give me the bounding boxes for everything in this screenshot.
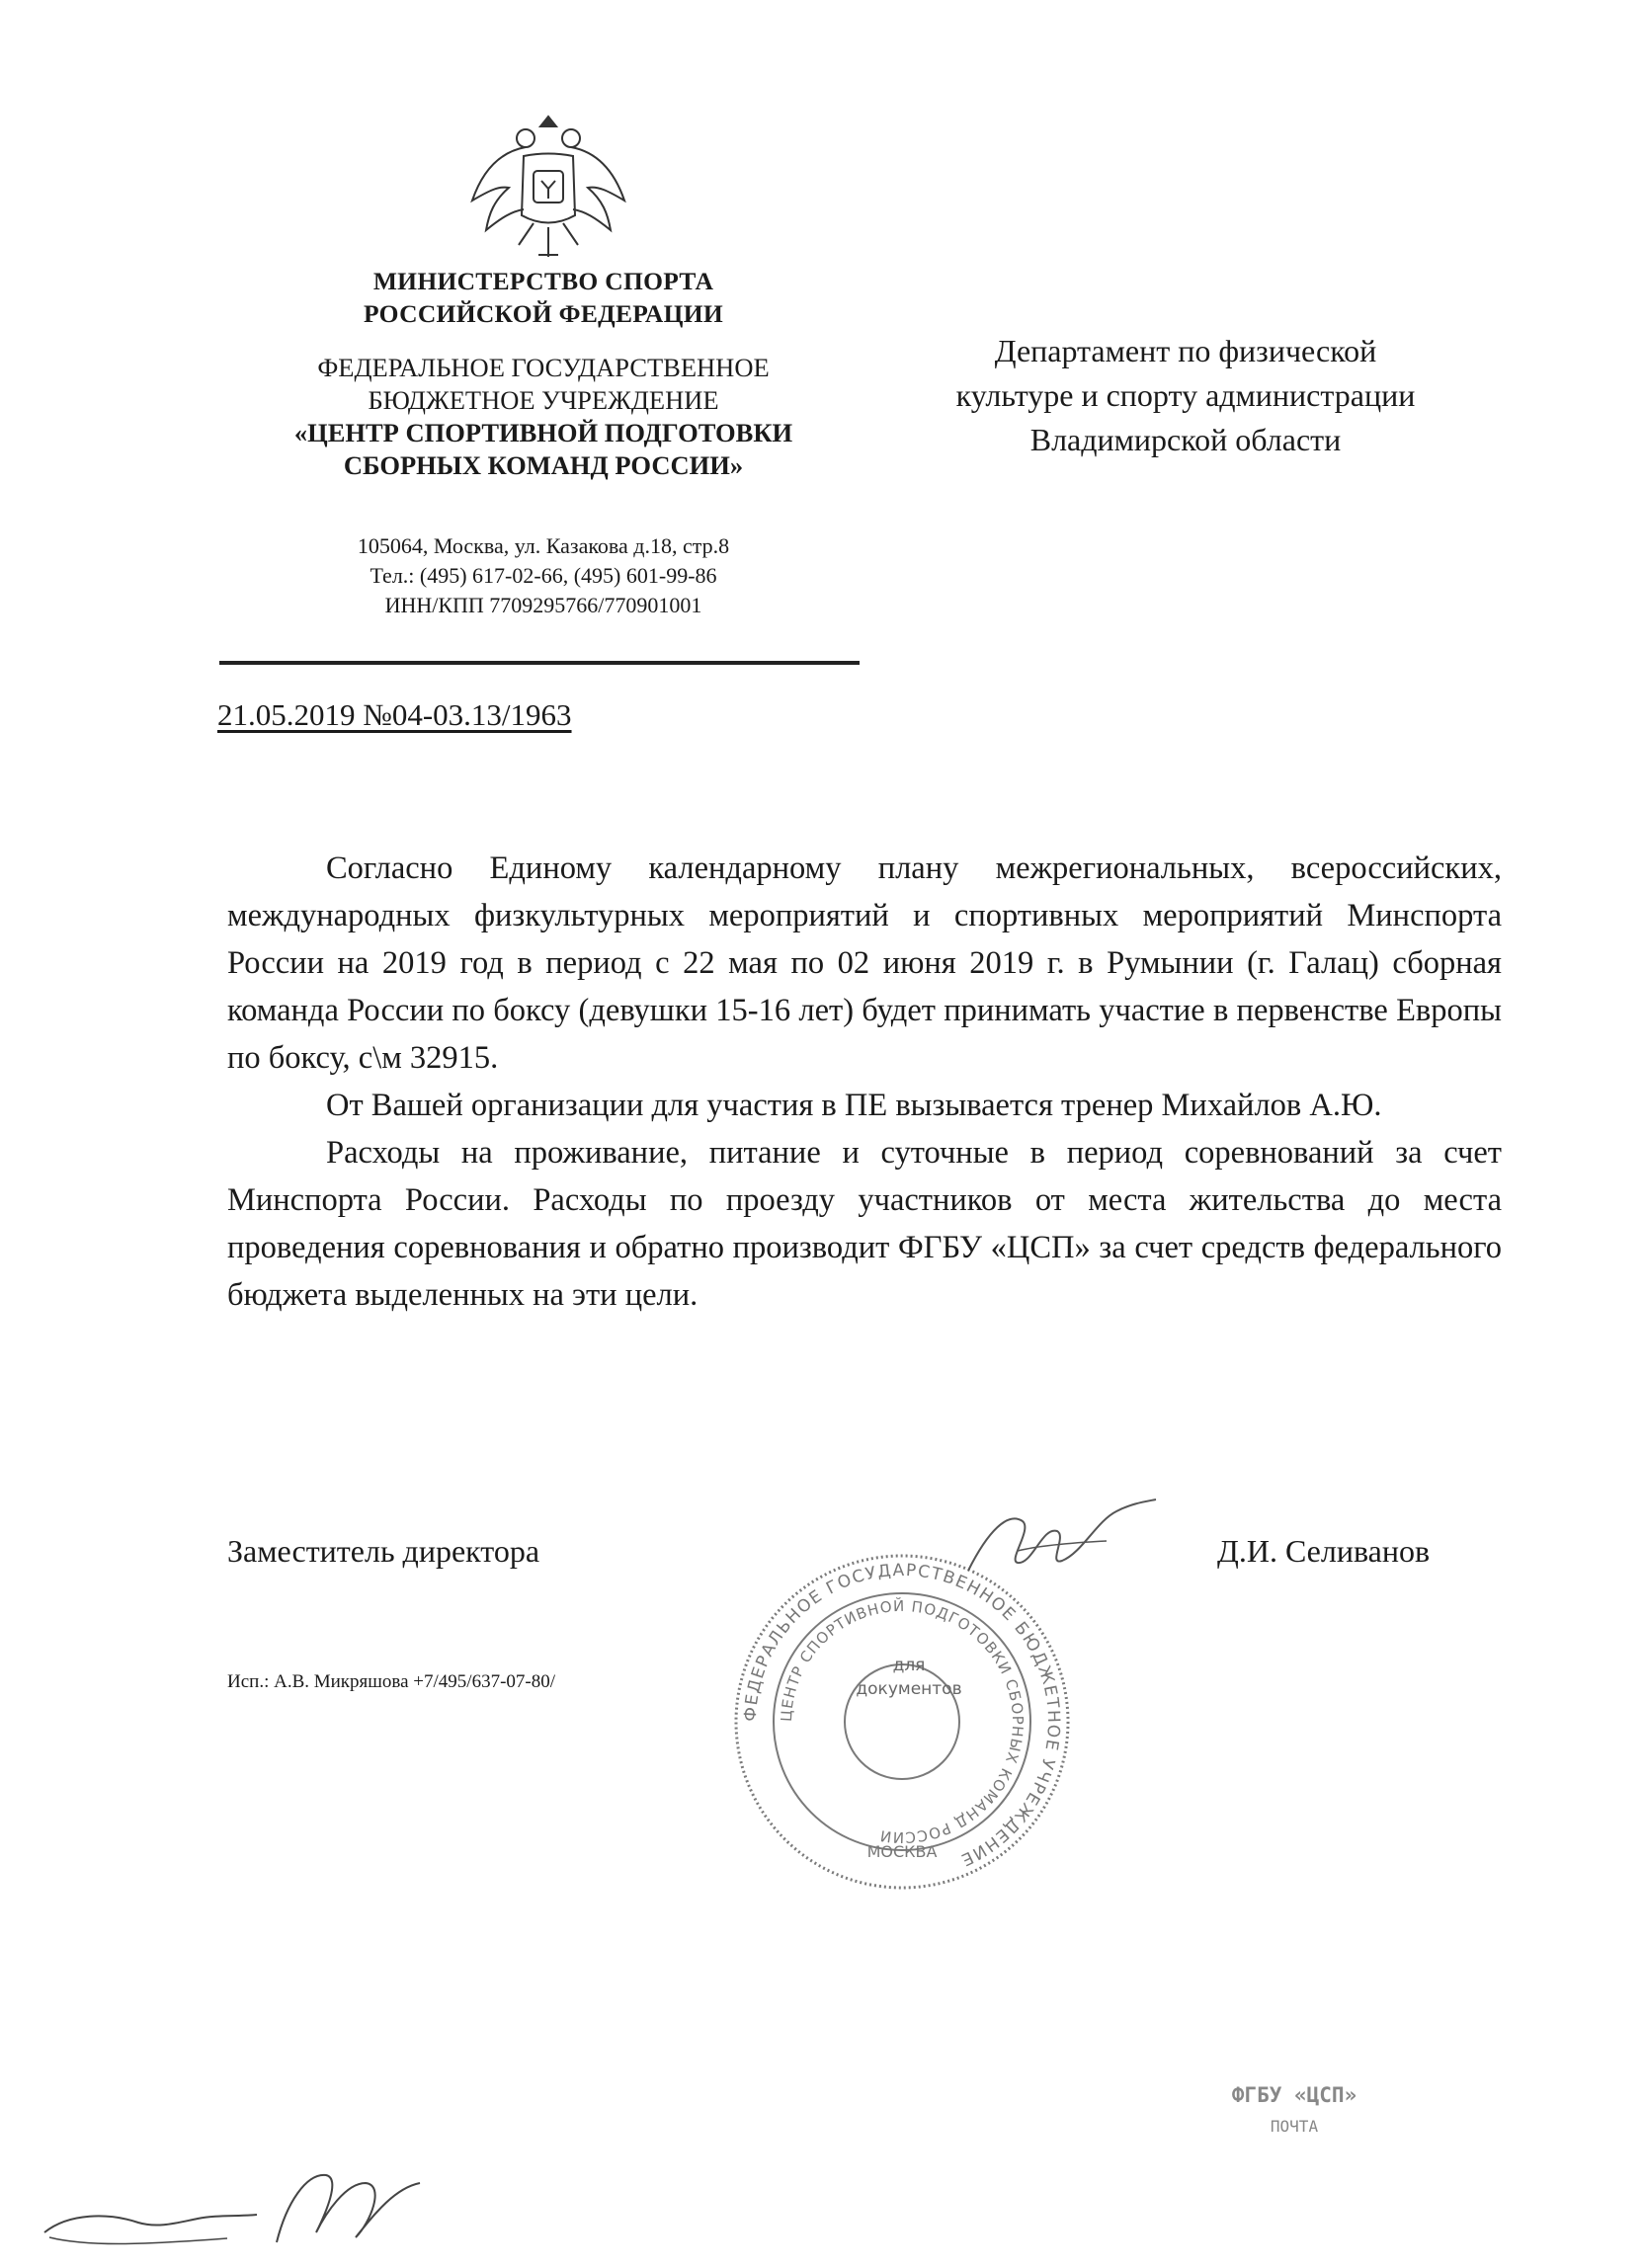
- body-paragraph-3: Расходы на проживание, питание и суточные в период соревнований за счет Минспорта России. Расходы по проезду участников от места жительства до места проведения соревнования и обратно производит ФГБУ «ЦСП» за счет средств федерального бюджета выделенных на эти цели.: [227, 1135, 1502, 1313]
- registration-date-number: 21.05.2019 №04-03.13/1963: [217, 697, 572, 732]
- seal-center-line-1: для: [892, 1656, 926, 1675]
- seal-center-line-2: документов: [856, 1679, 962, 1699]
- org-name-line-2: СБОРНЫХ КОМАНД РОССИИ»: [343, 450, 744, 480]
- coat-of-arms-emblem: [464, 107, 632, 275]
- addressee-line-2: культуре и спорту администрации: [955, 377, 1416, 413]
- org-name-line-1: «ЦЕНТР СПОРТИВНОЙ ПОДГОТОВКИ: [293, 418, 793, 447]
- seal-inner-text: ЦЕНТР СПОРТИВНОЙ ПОДГОТОВКИ СБОРНЫХ КОМАНД РОССИИ: [777, 1596, 1028, 1847]
- inn-kpp: ИНН/КПП 7709295766/770901001: [384, 593, 702, 617]
- addressee-line-3: Владимирской области: [1029, 422, 1342, 457]
- org-line-1: ФЕДЕРАЛЬНОЕ ГОСУДАРСТВЕННОЕ: [317, 353, 770, 382]
- ministry-line-1: МИНИСТЕРСТВО СПОРТА: [372, 267, 714, 295]
- addressee-line-1: Департамент по физической: [994, 333, 1377, 368]
- signer-name: Д.И. Селиванов: [1217, 1533, 1431, 1569]
- ministry-line-2: РОССИЙСКОЙ ФЕДЕРАЦИИ: [363, 299, 724, 328]
- mail-stamp: [1186, 2079, 1403, 2143]
- addressee-block: [869, 329, 1502, 462]
- handwritten-initials: [30, 2153, 454, 2262]
- body-paragraph-2: От Вашей организации для участия в ПЕ вызывается тренер Михайлов А.Ю.: [326, 1088, 1382, 1123]
- letter-body: [227, 845, 1502, 1319]
- org-line-2: БЮДЖЕТНОЕ УЧРЕЖДЕНИЕ: [368, 385, 719, 415]
- seal-city: МОСКВА: [866, 1842, 938, 1861]
- executor-note: Исп.: А.В. Микряшова +7/495/637-07-80/: [227, 1671, 556, 1692]
- contacts-block: [267, 531, 820, 620]
- mail-stamp-line-2: ПОЧТА: [1270, 2117, 1319, 2136]
- signer-title: Заместитель директора: [227, 1533, 540, 1569]
- seal-outer-text: ФЕДЕРАЛЬНОЕ ГОСУДАРСТВЕННОЕ БЮДЖЕТНОЕ УЧРЕЖДЕНИЕ: [740, 1560, 1064, 1870]
- svg-text:ЦЕНТР СПОРТИВНОЙ ПОДГОТОВКИ СБ: [778, 1596, 1027, 1846]
- seal-center-label: [830, 1654, 988, 1701]
- organization-block: [232, 352, 855, 482]
- body-paragraph-1: Согласно Единому календарному плану межрегиональных, всероссийских, международных физкультурных мероприятий и спортивных мероприятий Минспорта России на 2019 год в период с 22 мая по 02 июня 2019 г. в Румынии (г. Галац) сборная команда России по боксу (девушки 15-16 лет) будет принимать участие в первенстве Европы по боксу, с\м 32915.: [227, 850, 1502, 1076]
- handwritten-signature: [948, 1492, 1166, 1600]
- ministry-heading: [296, 265, 790, 330]
- header-divider: [219, 661, 860, 665]
- address: 105064, Москва, ул. Казакова д.18, стр.8: [357, 533, 730, 558]
- official-seal: [729, 1549, 1075, 1895]
- phone: Тел.: (495) 617-02-66, (495) 601-99-86: [370, 563, 717, 588]
- mail-stamp-line-1: ФГБУ «ЦСП»: [1231, 2083, 1357, 2107]
